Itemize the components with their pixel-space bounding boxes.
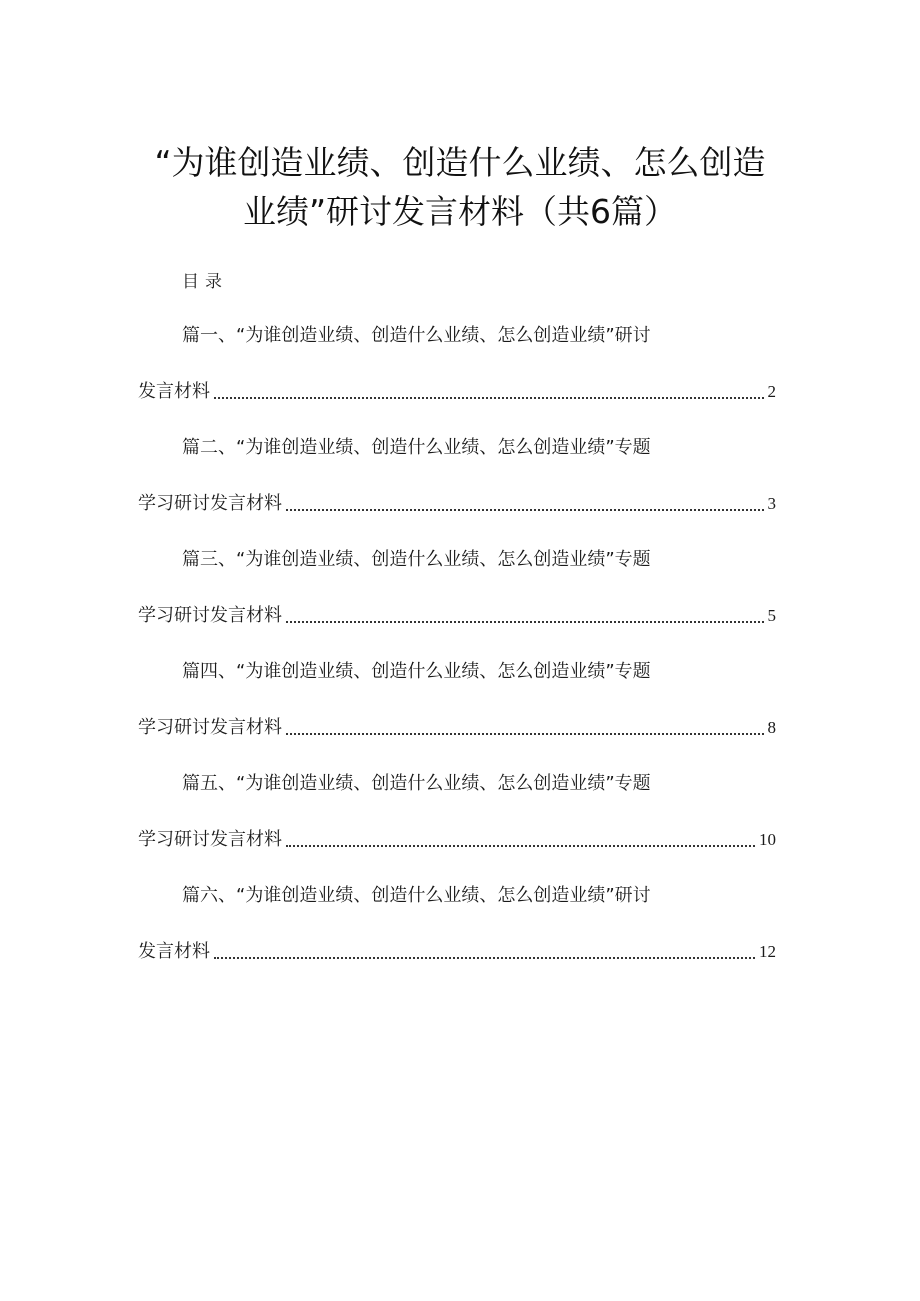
toc-entry-1-page-number: 2: [767, 382, 776, 401]
toc-entry-3-continuation[interactable]: [138, 602, 776, 630]
toc-entry-2-title[interactable]: 篇二、“为谁创造业绩、创造什么业绩、怎么创造业绩”专题: [182, 437, 651, 458]
toc-entry-5-title[interactable]: 篇五、“为谁创造业绩、创造什么业绩、怎么创造业绩”专题: [182, 773, 651, 794]
toc-entry-1-continuation[interactable]: [138, 378, 776, 406]
toc-leader-dots: [286, 733, 764, 735]
toc-entry-4-page-number: 8: [767, 718, 776, 737]
toc-entry-3-page-number: 5: [767, 606, 776, 625]
document-title-line-2: 业绩”研讨发言材料（共6篇）: [242, 192, 678, 231]
toc-entry-4-title[interactable]: 篇四、“为谁创造业绩、创造什么业绩、怎么创造业绩”专题: [182, 661, 651, 682]
toc-leader-dots: [286, 845, 755, 847]
toc-entry-3-label: 学习研讨发言材料: [138, 605, 282, 626]
toc-entry-6-continuation[interactable]: [138, 938, 776, 966]
toc-entry-2-label: 学习研讨发言材料: [138, 493, 282, 514]
toc-leader-dots: [286, 509, 764, 511]
toc-entry-4-label: 学习研讨发言材料: [138, 717, 282, 738]
toc-entry-2-continuation[interactable]: [138, 490, 776, 518]
document-title-line-1: “为谁创造业绩、创造什么业绩、怎么创造: [154, 143, 766, 182]
toc-entry-5-page-number: 10: [759, 830, 776, 849]
toc-entry-1-title[interactable]: 篇一、“为谁创造业绩、创造什么业绩、怎么创造业绩”研讨: [182, 325, 651, 346]
toc-leader-dots: [214, 397, 764, 399]
toc-entry-6-label: 发言材料: [138, 941, 210, 962]
toc-entry-5-label: 学习研讨发言材料: [138, 829, 282, 850]
toc-entry-4-continuation[interactable]: [138, 714, 776, 742]
toc-entry-3-title[interactable]: 篇三、“为谁创造业绩、创造什么业绩、怎么创造业绩”专题: [182, 549, 651, 570]
toc-entry-1-label: 发言材料: [138, 381, 210, 402]
toc-entry-6-title[interactable]: 篇六、“为谁创造业绩、创造什么业绩、怎么创造业绩”研讨: [182, 885, 651, 906]
toc-entry-5-continuation[interactable]: [138, 826, 776, 854]
toc-entry-2-page-number: 3: [767, 494, 776, 513]
toc-leader-dots: [286, 621, 764, 623]
toc-entry-6-page-number: 12: [759, 942, 776, 961]
toc-leader-dots: [214, 957, 755, 959]
toc-heading: 目录: [182, 272, 228, 292]
